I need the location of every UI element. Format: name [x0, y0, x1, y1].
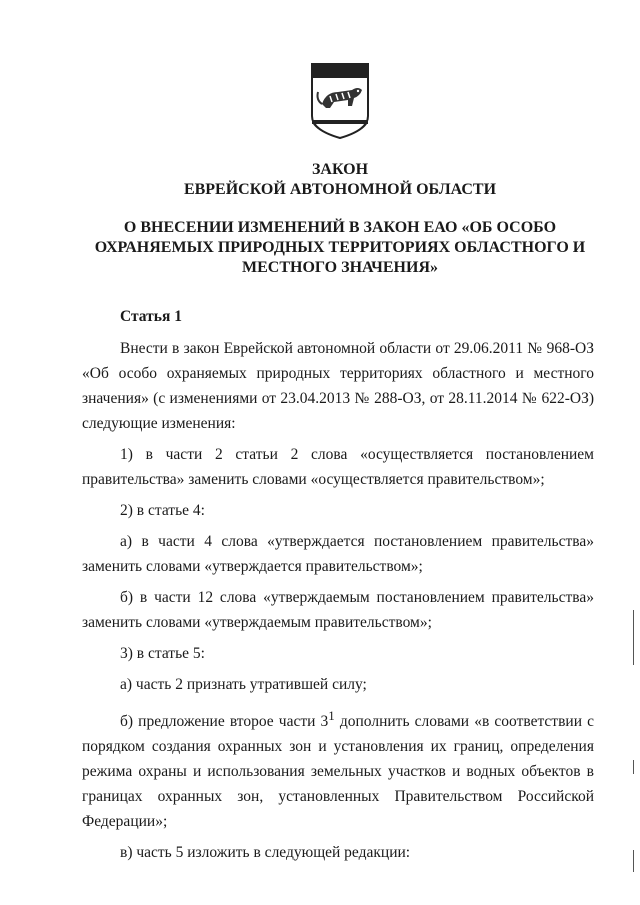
- amendment-item-text: б) предложение второе части 3: [120, 713, 329, 731]
- law-body: [82, 305, 594, 871]
- scan-artifact: [633, 610, 634, 665]
- amendment-item: 2) в статье 4:: [120, 502, 205, 519]
- article-title: Статья 1: [120, 308, 182, 325]
- law-subject-line: МЕСТНОГО ЗНАЧЕНИЯ»: [242, 259, 438, 276]
- article-intro-paragraph: Внести в закон Еврейской автономной области от 29.06.2011 № 968-ОЗ «Об особо охраняемых природных территориях областного и местного значения» (с изменениями от 23.04.2013 № 288-ОЗ, от 28.11.2014 № 622-ОЗ) следующие изменения:: [82, 340, 594, 432]
- amendment-item: в) часть 5 изложить в следующей редакции:: [120, 844, 411, 862]
- amendment-item: 1) в части 2 статьи 2 слова «осуществляется постановлением правительства» заменить словами «осуществляется правительством»;: [82, 446, 594, 488]
- scan-artifact: [633, 850, 634, 872]
- law-word-heading: ЗАКОН: [311, 161, 369, 178]
- amendment-item: б) в части 12 слова «утверждаемым постановлением правительства» заменить словами «утверждаемым правительством»;: [82, 589, 594, 631]
- superscript-number: 1: [328, 708, 335, 723]
- coat-of-arms-icon: [308, 60, 372, 142]
- scan-artifact: [633, 760, 634, 774]
- law-subject-line: ОХРАНЯЕМЫХ ПРИРОДНЫХ ТЕРРИТОРИЯХ ОБЛАСТНОГО И: [94, 239, 586, 256]
- amendment-item: [82, 703, 594, 834]
- law-subject-heading: [60, 218, 620, 278]
- law-subject-line: О ВНЕСЕНИИ ИЗМЕНЕНИЙ В ЗАКОН ЕАО «ОБ ОСОБО: [123, 219, 557, 236]
- amendment-item-text: дополнить словами «в соответствии с порядком создания охранных зон и установления их границ, определения режима охраны и использования земельных участков и водных объектов в границах охранных зон, установленных Правительством Российской Федерации»;: [82, 713, 594, 831]
- amendment-item: 3) в статье 5:: [120, 645, 205, 662]
- amendment-item: а) часть 2 признать утратившей силу;: [120, 676, 367, 693]
- amendment-item: а) в части 4 слова «утверждается постановлением правительства» заменить словами «утверждается правительством»;: [82, 533, 594, 575]
- law-title-block: [60, 160, 620, 278]
- law-region-heading: ЕВРЕЙСКОЙ АВТОНОМНОЙ ОБЛАСТИ: [183, 181, 497, 198]
